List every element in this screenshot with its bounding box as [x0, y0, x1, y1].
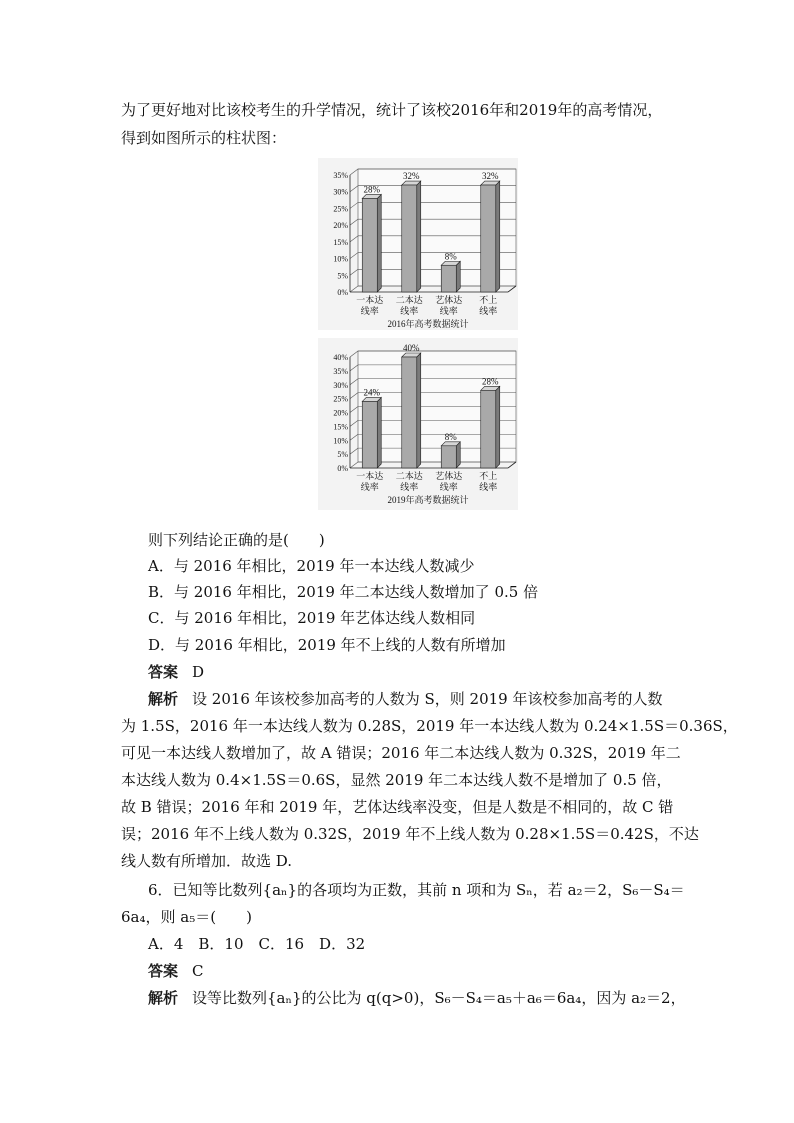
gridline-side [350, 253, 358, 259]
bar-side [417, 353, 421, 468]
chart-title: 2016年高考数据统计 [387, 319, 469, 329]
y-tick-label: 35% [333, 366, 348, 376]
analysis-line-2: 为 1.5S，2016 年一本达线人数为 0.28S，2019 年一本达线人数为 0.24×1.5S＝0.36S， [121, 717, 738, 735]
x-tick-label: 二本达 [395, 471, 423, 481]
y-tick-label: 25% [333, 394, 348, 404]
y-tick-label: 25% [333, 204, 348, 214]
y-tick-label: 40% [333, 353, 348, 362]
bar [441, 446, 456, 468]
y-tick-label: 5% [337, 271, 348, 281]
x-tick-label: 二本达 [395, 295, 423, 305]
q6-options: A．4 B．10 C．16 D．32 [148, 935, 366, 953]
gridline-side [350, 379, 358, 385]
y-tick-label: 30% [333, 187, 348, 197]
y-tick-label: 5% [337, 450, 348, 460]
x-tick-label: 线率 [479, 306, 498, 316]
y-tick-label: 10% [333, 436, 348, 446]
y-tick-label: 15% [333, 422, 348, 432]
x-tick-label: 线率 [360, 482, 379, 492]
analysis-label: 解析 [148, 690, 179, 708]
x-tick-label: 一本达 [356, 471, 384, 481]
bar-side [496, 181, 500, 292]
q6-analysis-label: 解析 [148, 989, 179, 1007]
gridline-side [350, 407, 358, 413]
y-tick-label: 35% [333, 171, 348, 180]
gridline-side [350, 351, 358, 357]
bar-side [417, 181, 421, 292]
answer-value: D [192, 663, 205, 681]
option-d: D．与 2016 年相比，2019 年不上线的人数有所增加 [148, 636, 506, 654]
gridline-side [350, 169, 358, 175]
gridline-side [350, 186, 358, 192]
data-label: 32% [482, 171, 499, 182]
y-tick-label: 20% [333, 408, 348, 418]
bar-side [456, 442, 460, 468]
answer-row [148, 662, 204, 682]
data-label: 28% [482, 376, 499, 387]
x-tick-label: 线率 [360, 306, 379, 316]
q6-line-1: 6．已知等比数列{aₙ}的各项均为正数，其前 n 项和为 Sₙ，若 a₂＝2，S₆－S₄＝ [148, 881, 685, 899]
intro-line-1: 为了更好地对比该校考生的升学情况，统计了该校2016年和2019年的高考情况， [121, 101, 663, 119]
data-label: 24% [363, 387, 380, 398]
bar-side [377, 397, 381, 468]
chart-2016 [318, 158, 518, 330]
question-stem: 则下列结论正确的是( ) [148, 531, 325, 549]
gridline-side [350, 219, 358, 225]
analysis-line-5: 故 B 错误；2016 年和 2019 年，艺体达线率没变，但是人数是不相同的，故 C 错 [121, 798, 674, 816]
chart-title: 2019年高考数据统计 [387, 495, 469, 505]
data-label: 8% [444, 251, 457, 262]
q6-analysis-row [148, 988, 686, 1008]
option-c: C．与 2016 年相比，2019 年艺体达线人数相同 [148, 609, 476, 627]
analysis-line-4: 本达线人数为 0.4×1.5S＝0.6S，显然 2019 年二本达线人数不是增加了 0.5 倍， [121, 771, 672, 789]
x-tick-label: 不上 [479, 295, 498, 305]
y-tick-label: 30% [333, 380, 348, 390]
bar [362, 198, 377, 292]
option-b: B．与 2016 年相比，2019 年二本达线人数增加了 0.5 倍 [148, 583, 539, 601]
bar-side [496, 386, 500, 468]
analysis-row-1 [148, 689, 662, 709]
x-tick-label: 不上 [479, 471, 498, 481]
y-tick-label: 15% [333, 237, 348, 247]
y-tick-label: 10% [333, 254, 348, 264]
data-label: 28% [363, 184, 380, 195]
q6-line-2: 6a₄，则 a₅＝( ) [121, 908, 252, 926]
gridline-side [350, 236, 358, 242]
gridline-side [350, 365, 358, 371]
gridline-side [350, 202, 358, 208]
data-label: 40% [403, 343, 420, 353]
x-tick-label: 艺体达 [435, 295, 463, 305]
x-axis-depth [508, 286, 516, 292]
bar [402, 357, 417, 468]
q6-answer-label: 答案 [148, 962, 179, 980]
gridline-side [350, 434, 358, 440]
option-a: A．与 2016 年相比，2019 年一本达线人数减少 [148, 557, 475, 575]
bar [481, 185, 496, 292]
bar [362, 401, 377, 468]
y-tick-label: 0% [337, 464, 348, 473]
gridline-side [350, 393, 358, 399]
x-tick-label: 线率 [400, 306, 419, 316]
gridline-side [350, 286, 358, 292]
gridline-side [350, 420, 358, 426]
data-label: 8% [444, 431, 457, 442]
x-axis-depth [508, 462, 516, 468]
analysis-line-1: 设 2016 年该校参加高考的人数为 S，则 2019 年该校参加高考的人数 [192, 690, 663, 708]
y-tick-label: 0% [337, 288, 348, 297]
gridline-side [350, 269, 358, 275]
data-label: 32% [403, 171, 420, 182]
y-tick-label: 20% [333, 221, 348, 231]
gridline-side [350, 462, 358, 468]
answer-label: 答案 [148, 663, 179, 681]
analysis-line-7: 线人数有所增加．故选 D. [121, 852, 293, 870]
q6-analysis: 设等比数列{aₙ}的公比为 q(q>0)，S₆－S₄＝a₅＋a₆＝6a₄，因为 a₂＝2， [192, 989, 686, 1007]
x-tick-label: 艺体达 [435, 471, 463, 481]
q6-answer-value: C [192, 962, 204, 980]
q6-answer-row [148, 961, 204, 981]
gridline-side [350, 448, 358, 454]
intro-line-2: 得到如图所示的柱状图： [121, 129, 287, 147]
analysis-line-3: 可见一本达线人数增加了，故 A 错误；2016 年二本达线人数为 0.32S，2019 年二 [121, 744, 681, 762]
bar-side [456, 261, 460, 292]
chart-2019 [318, 338, 518, 516]
bar [481, 390, 496, 468]
x-tick-label: 线率 [439, 482, 458, 492]
x-tick-label: 线率 [479, 482, 498, 492]
bar [402, 185, 417, 292]
bar [441, 265, 456, 292]
x-tick-label: 线率 [439, 306, 458, 316]
x-tick-label: 线率 [400, 482, 419, 492]
analysis-line-6: 误；2016 年不上线人数为 0.32S，2019 年不上线人数为 0.28×1.5S＝0.42S，不达 [121, 825, 699, 843]
chart-2016-panel [318, 158, 518, 330]
chart-2019-panel [318, 338, 518, 510]
bar-side [377, 194, 381, 292]
x-tick-label: 一本达 [356, 295, 384, 305]
